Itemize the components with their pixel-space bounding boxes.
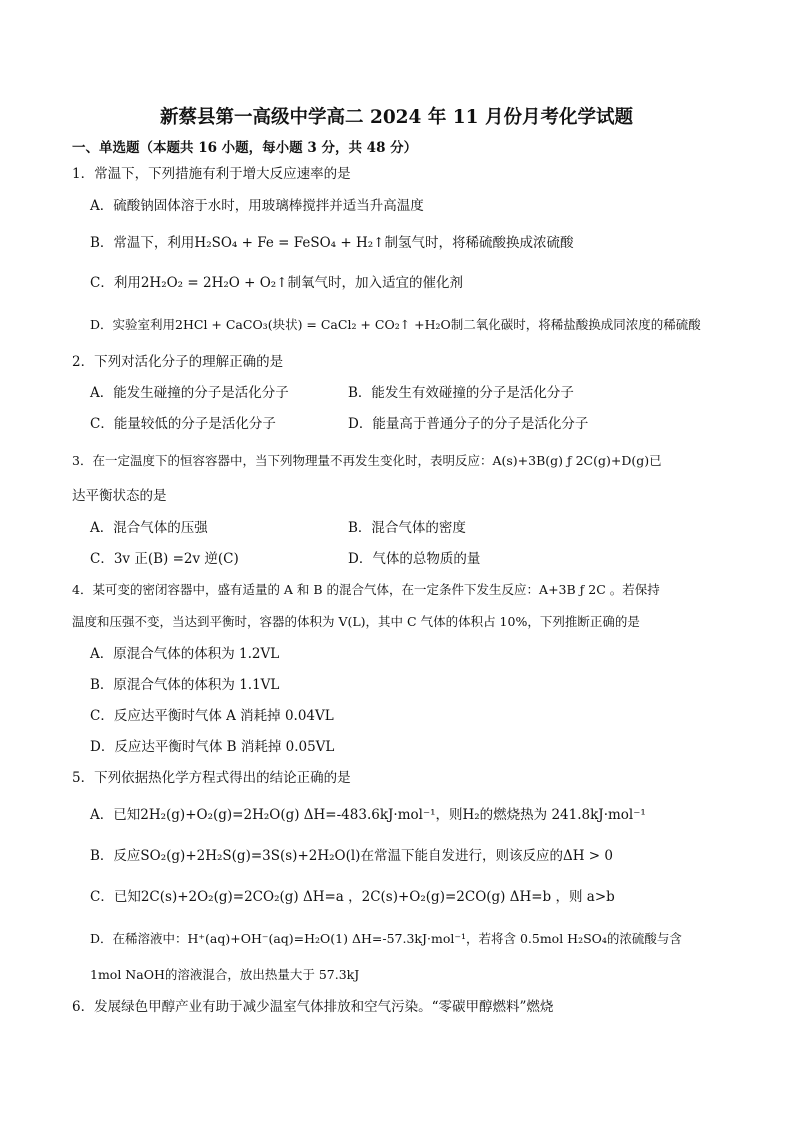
question-3-option-d: D．气体的总物质的量 (348, 551, 481, 567)
question-3-stem-line-1: 3．在一定温度下的恒容容器中，当下列物理量不再发生变化时，表明反应：A(s)+3B(g) ƒ 2C(g)+D(g)已 (72, 453, 662, 468)
question-5-option-d: D．在稀溶液中：H⁺(aq)+OH⁻(aq)=H₂O(1) ΔH=-57.3kJ·mol⁻¹，若将含 0.5mol H₂SO₄的浓硫酸与含 (90, 931, 682, 946)
question-5-option-c: C．已知2C(s)+2O₂(g)=2CO₂(g) ΔH=a ，2C(s)+O₂(g)=2CO(g) ΔH=b ，则 a>b (90, 889, 615, 905)
question-5-option-b: B．反应SO₂(g)+2H₂S(g)=3S(s)+2H₂O(l)在常温下能自发进行，则该反应的ΔH > 0 (90, 848, 613, 864)
question-6-stem: 6．发展绿色甲醇产业有助于减少温室气体排放和空气污染。“零碳甲醇燃料”燃烧 (72, 999, 554, 1015)
question-3-option-c: C．3v 正(B) =2v 逆(C) (90, 551, 239, 567)
question-2-option-c: C．能量较低的分子是活化分子 (90, 416, 276, 432)
page-title: 新蔡县第一高级中学高二 2024 年 11 月份月考化学试题 (160, 107, 633, 128)
question-2-option-b: B．能发生有效碰撞的分子是活化分子 (348, 385, 574, 401)
question-2-option-a: A．能发生碰撞的分子是活化分子 (90, 385, 289, 401)
question-4-option-b: B．原混合气体的体积为 1.1VL (90, 677, 280, 693)
section-heading: 一、单选题（本题共 16 小题，每小题 3 分，共 48 分） (72, 140, 418, 156)
question-1-option-a: A．硫酸钠固体溶于水时，用玻璃棒搅拌并适当升高温度 (90, 198, 424, 214)
question-1-option-d: D．实验室利用2HCl + CaCO₃(块状) = CaCl₂ + CO₂↑ +H₂O制二氧化碳时，将稀盐酸换成同浓度的稀硫酸 (90, 317, 701, 332)
question-3-stem-line-2: 达平衡状态的是 (72, 488, 167, 504)
question-4-stem-line-1: 4．某可变的密闭容器中，盛有适量的 A 和 B 的混合气体，在一定条件下发生反应：A+3B ƒ 2C 。若保持 (72, 582, 660, 597)
question-5-option-a: A．已知2H₂(g)+O₂(g)=2H₂O(g) ΔH=-483.6kJ·mol⁻¹，则H₂的燃烧热为 241.8kJ·mol⁻¹ (90, 807, 646, 823)
question-5-stem: 5．下列依据热化学方程式得出的结论正确的是 (72, 770, 351, 786)
question-1-option-c: C．利用2H₂O₂ = 2H₂O + O₂↑制氧气时，加入适宜的催化剂 (90, 275, 464, 291)
question-1-option-b: B．常温下，利用H₂SO₄ + Fe = FeSO₄ + H₂↑制氢气时，将稀硫酸换成浓硫酸 (90, 235, 574, 251)
question-3-option-b: B．混合气体的密度 (348, 520, 466, 536)
question-1-stem: 1．常温下，下列措施有利于增大反应速率的是 (72, 166, 351, 182)
question-4-option-c: C．反应达平衡时气体 A 消耗掉 0.04VL (90, 708, 334, 724)
question-3-option-a: A．混合气体的压强 (90, 520, 208, 536)
question-2-option-d: D．能量高于普通分子的分子是活化分子 (348, 416, 589, 432)
question-4-stem-line-2: 温度和压强不变，当达到平衡时，容器的体积为 V(L)，其中 C 气体的体积占 10%，下列推断正确的是 (72, 614, 640, 629)
question-5-option-d-continued: 1mol NaOH的溶液混合，放出热量大于 57.3kJ (90, 967, 360, 982)
question-4-option-d: D．反应达平衡时气体 B 消耗掉 0.05VL (90, 739, 335, 755)
question-2-stem: 2．下列对活化分子的理解正确的是 (72, 354, 284, 370)
question-4-option-a: A．原混合气体的体积为 1.2VL (90, 646, 280, 662)
